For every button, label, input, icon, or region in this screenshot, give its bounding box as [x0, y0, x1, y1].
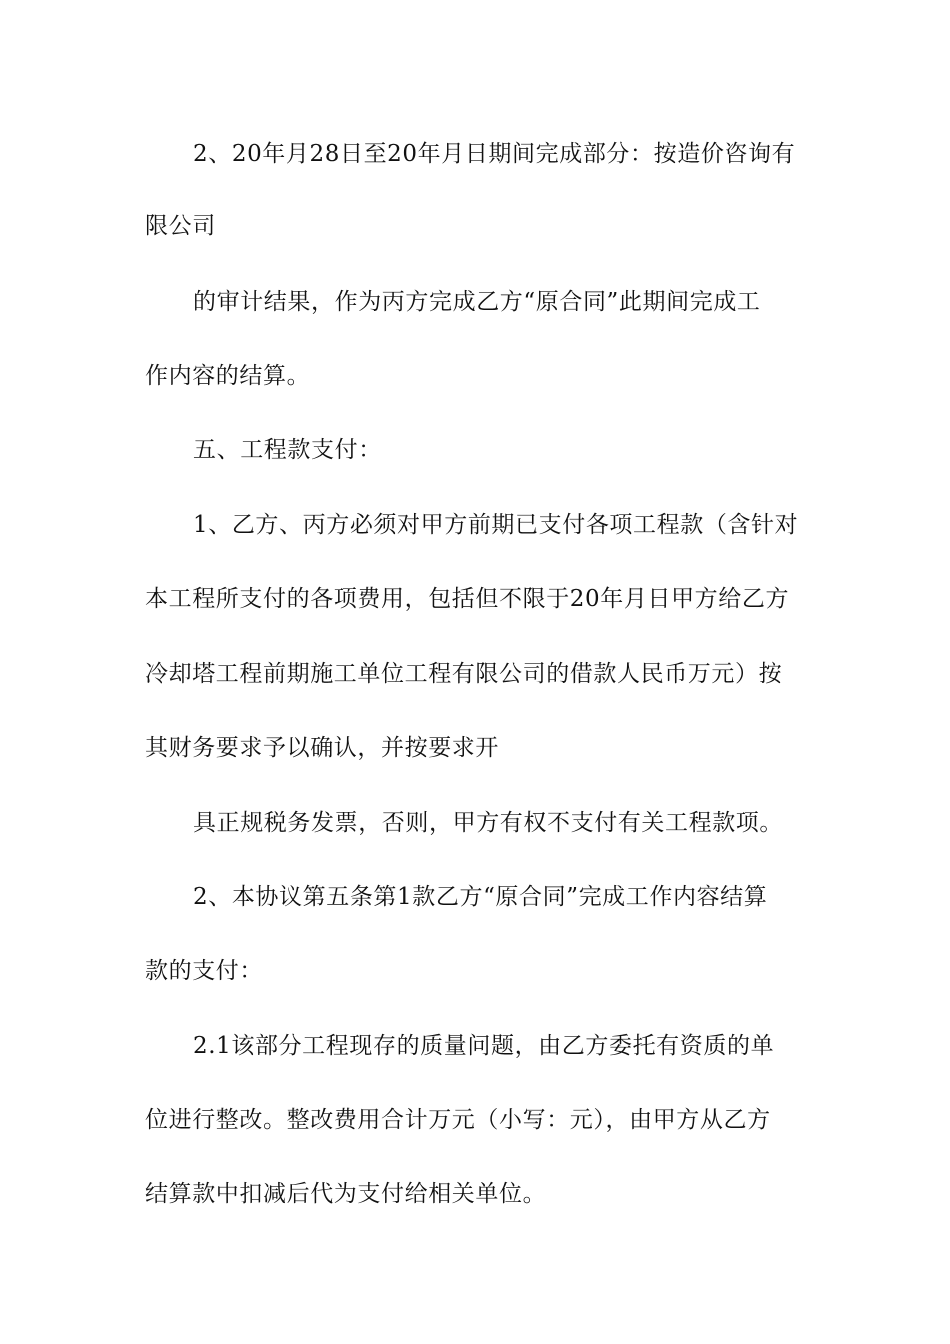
text-line: 2、本协议第五条第1款乙方“原合同”完成工作内容结算	[193, 884, 768, 910]
text-line: 结算款中扣减后代为支付给相关单位。	[145, 1181, 547, 1207]
text-line: 冷却塔工程前期施工单位工程有限公司的借款人民币万元）按	[145, 661, 783, 687]
text-line: 本工程所支付的各项费用，包括但不限于20年月日甲方给乙方	[145, 586, 790, 612]
text-line: 其财务要求予以确认，并按要求开	[145, 735, 499, 761]
text-line: 作内容的结算。	[145, 363, 311, 389]
text-line: 限公司	[145, 213, 216, 239]
section-heading: 五、工程款支付：	[193, 437, 382, 463]
text-line: 1、乙方、丙方必须对甲方前期已支付各项工程款（含针对	[193, 512, 799, 538]
text-line: 的审计结果，作为丙方完成乙方“原合同”此期间完成工	[193, 289, 761, 315]
text-line: 2.1该部分工程现存的质量问题，由乙方委托有资质的单	[193, 1033, 775, 1059]
text-line: 具正规税务发票，否则，甲方有权不支付有关工程款项。	[193, 810, 783, 836]
text-line: 2、20年月28日至20年月日期间完成部分：按造价咨询有	[193, 141, 796, 167]
text-line: 位进行整改。整改费用合计万元（小写：元），由甲方从乙方	[145, 1107, 771, 1133]
text-line: 款的支付：	[145, 958, 263, 984]
